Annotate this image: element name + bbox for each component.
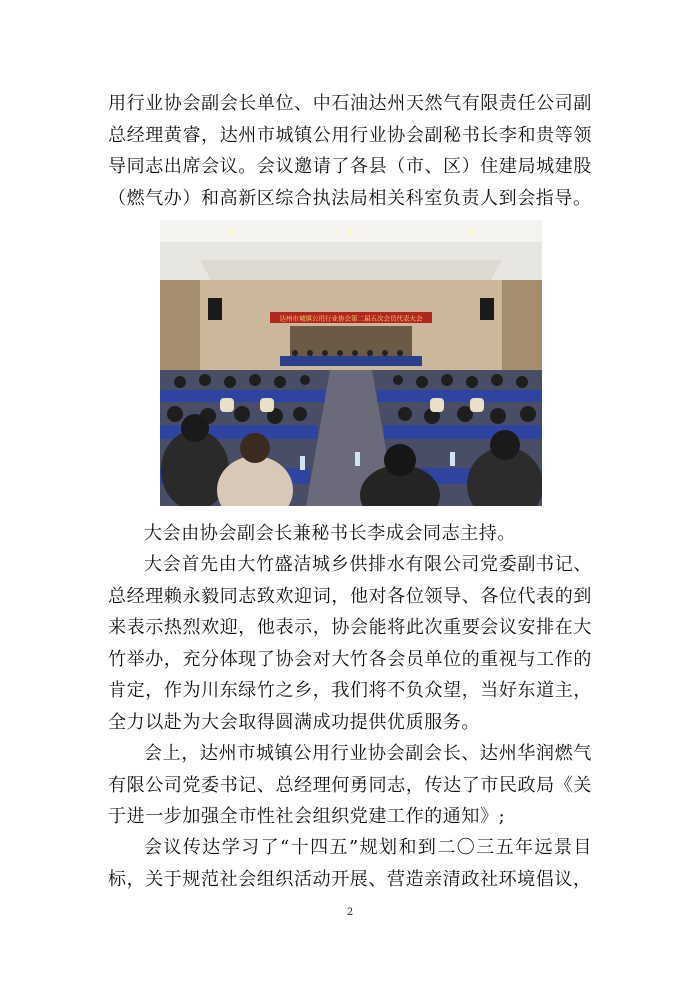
- banner-text: 达州市城镇公用行业协会第二届五次会员代表大会: [279, 314, 423, 323]
- page-number: 2: [346, 907, 354, 918]
- conference-photo: [160, 220, 542, 506]
- paragraph-notice: 会上，达州市城镇公用行业协会副会长、达州华润燃气有限公司党委书记、总经理何勇同志，传达了市民政局《关于进一步加强全市性社会组织党建工作的通知》;: [108, 743, 592, 827]
- paragraph-welcome-speech: 大会首先由大竹盛洁城乡供排水有限公司党委副书记、总经理赖永毅同志致欢迎词，他对各位领导、各位代表的到来表示热烈欢迎，他表示，协会能将此次重要会议安排在大竹举办，充分体现了协会对大竹各会员单位的重视与工作的肯定，作为川东绿竹之乡，我们将不负众望，当好东道主，全力以赴为大会取得圆满成功提供优质服务。: [108, 554, 592, 733]
- paragraph-attendees: 用行业协会副会长单位、中石油达州天然气有限责任公司副总经理黄睿，达州市城镇公用行业协会副秘书长李和贵等领导同志出席会议。会议邀请了各县（市、区）住建局城建股（燃气办）和高新区综合执法局相关科室负责人到会指导。: [108, 93, 592, 209]
- paragraph-study: 会议传达学习了“十四五”规划和到二〇三五年远景目标，关于规范社会组织活动开展、营造亲清政社环境倡议，: [108, 837, 592, 890]
- paragraph-host: 大会由协会副会长兼秘书长李成会同志主持。: [144, 523, 516, 544]
